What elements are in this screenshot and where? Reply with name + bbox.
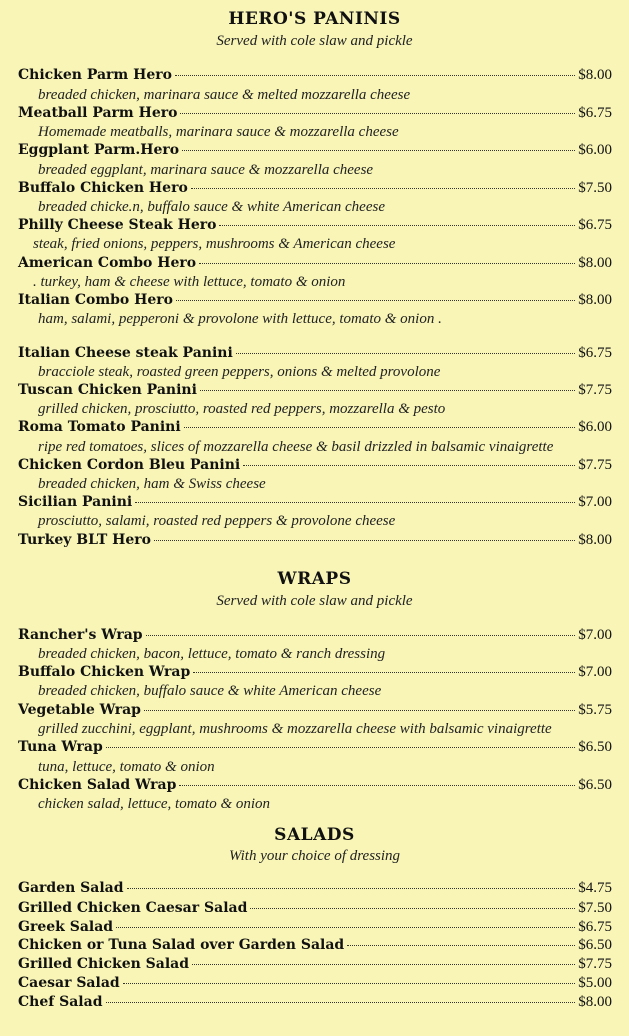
item-price: $6.50 (578, 937, 612, 953)
dot-leader (180, 113, 575, 114)
menu-item-italian-cheese-steak-panini (18, 345, 612, 364)
item-description: breaded chicke.n, buffalo sauce & white American cheese (38, 199, 385, 215)
item-name: Roma Tomato Panini (18, 419, 181, 435)
item-price: $6.75 (578, 345, 612, 361)
menu-item-roma-tomato-panini (18, 419, 612, 438)
item-description: prosciutto, salami, roasted red peppers & provolone cheese (38, 513, 396, 529)
menu-item-italian-combo-hero (18, 292, 612, 311)
dot-leader (200, 390, 575, 391)
item-price: $7.00 (578, 494, 612, 510)
item-price: $6.75 (578, 919, 612, 935)
dot-leader (123, 983, 576, 984)
item-name: Garden Salad (18, 880, 124, 896)
menu-item-garden-salad (18, 880, 612, 899)
dot-leader (106, 747, 575, 748)
dot-leader (175, 75, 575, 76)
item-description: bracciole steak, roasted green peppers, onions & melted provolone (38, 364, 441, 380)
item-description: ripe red tomatoes, slices of mozzarella cheese & basil drizzled in balsamic vinaigrette (38, 439, 554, 455)
item-price: $7.00 (578, 627, 612, 643)
item-name: Italian Combo Hero (18, 292, 173, 308)
item-description: . turkey, ham & cheese with lettuce, tomato & onion (33, 274, 346, 290)
item-name: Tuscan Chicken Panini (18, 382, 197, 398)
dot-leader (116, 927, 575, 928)
dot-leader (182, 150, 575, 151)
item-description: tuna, lettuce, tomato & onion (38, 759, 215, 775)
dot-leader (127, 888, 576, 889)
item-price: $8.00 (578, 255, 612, 271)
dot-leader (154, 540, 575, 541)
item-description: chicken salad, lettuce, tomato & onion (38, 796, 271, 812)
heros-section-title: HERO'S PANINIS (228, 9, 401, 29)
item-description: Homemade meatballs, marinara sauce & mozzarella cheese (38, 124, 399, 140)
item-price: $7.50 (578, 180, 612, 196)
dot-leader (192, 964, 575, 965)
menu-item-chicken-parm-hero (18, 67, 612, 86)
dot-leader (243, 465, 575, 466)
dot-leader (236, 353, 575, 354)
item-name: Vegetable Wrap (18, 702, 141, 718)
heros-section-subtitle: Served with cole slaw and pickle (216, 33, 413, 49)
menu-item-buffalo-chicken-wrap (18, 664, 612, 683)
menu-item-american-combo-hero (18, 255, 612, 274)
menu-item-meatball-parm-hero (18, 105, 612, 124)
item-price: $6.50 (578, 777, 612, 793)
item-description: steak, fried onions, peppers, mushrooms & American cheese (33, 236, 396, 252)
item-price: $8.00 (578, 994, 612, 1010)
salads-section-title: SALADS (274, 825, 355, 845)
item-name: Chicken Parm Hero (18, 67, 172, 83)
dot-leader (135, 502, 575, 503)
dot-leader (347, 945, 575, 946)
wraps-section-title: WRAPS (277, 569, 352, 589)
item-name: Philly Cheese Steak Hero (18, 217, 217, 233)
dot-leader (184, 427, 576, 428)
item-name: Italian Cheese steak Panini (18, 345, 233, 361)
item-name: Chicken or Tuna Salad over Garden Salad (18, 937, 345, 953)
menu-item-caesar-salad (18, 975, 612, 994)
menu-item-philly-cheese-steak-hero (18, 217, 612, 236)
item-name: Grilled Chicken Caesar Salad (18, 900, 248, 916)
menu-item-chicken-cordon-bleu-panini (18, 457, 612, 476)
item-name: Caesar Salad (18, 975, 120, 991)
dot-leader (106, 1002, 576, 1003)
item-price: $8.00 (578, 67, 612, 83)
item-description: breaded eggplant, marinara sauce & mozzarella cheese (38, 162, 374, 178)
item-price: $6.00 (578, 419, 612, 435)
menu-item-chicken-or-tuna-salad-over-garden-salad (18, 937, 612, 956)
item-name: Turkey BLT Hero (18, 532, 151, 548)
item-description: breaded chicken, bacon, lettuce, tomato & ranch dressing (38, 646, 386, 662)
menu-item-chef-salad (18, 994, 612, 1013)
menu-item-buffalo-chicken-hero (18, 180, 612, 199)
dot-leader (146, 635, 576, 636)
item-description: breaded chicken, buffalo sauce & white American cheese (38, 683, 382, 699)
item-price: $8.00 (578, 532, 612, 548)
item-name: Grilled Chicken Salad (18, 956, 190, 972)
item-price: $6.00 (578, 142, 612, 158)
menu-item-grilled-chicken-salad (18, 956, 612, 975)
dot-leader (199, 263, 575, 264)
item-description: grilled zucchini, eggplant, mushrooms & mozzarella cheese with balsamic vinaigrette (38, 721, 552, 737)
item-description: ham, salami, pepperoni & provolone with lettuce, tomato & onion . (38, 311, 442, 327)
menu-item-grilled-chicken-caesar-salad (18, 900, 612, 919)
menu-item-turkey-blt-hero (18, 532, 612, 551)
item-name: Buffalo Chicken Hero (18, 180, 188, 196)
dot-leader (193, 672, 575, 673)
item-price: $7.75 (578, 382, 612, 398)
item-name: Buffalo Chicken Wrap (18, 664, 191, 680)
item-price: $6.75 (578, 217, 612, 233)
menu-item-eggplant-parm-hero (18, 142, 612, 161)
item-name: Greek Salad (18, 919, 114, 935)
item-price: $7.00 (578, 664, 612, 680)
dot-leader (176, 300, 575, 301)
dot-leader (250, 908, 575, 909)
menu-item-tuna-wrap (18, 739, 612, 758)
menu-item-tuscan-chicken-panini (18, 382, 612, 401)
item-description: grilled chicken, prosciutto, roasted red peppers, mozzarella & pesto (38, 401, 446, 417)
item-name: Tuna Wrap (18, 739, 103, 755)
item-price: $5.00 (578, 975, 612, 991)
menu-item-greek-salad (18, 919, 612, 938)
item-price: $8.00 (578, 292, 612, 308)
item-price: $5.75 (578, 702, 612, 718)
item-name: Rancher's Wrap (18, 627, 143, 643)
item-name: Eggplant Parm.Hero (18, 142, 180, 158)
item-name: American Combo Hero (18, 255, 197, 271)
salads-section-subtitle: With your choice of dressing (228, 848, 401, 864)
item-price: $7.50 (578, 900, 612, 916)
dot-leader (179, 785, 575, 786)
dot-leader (219, 225, 575, 226)
menu-item-vegetable-wrap (18, 702, 612, 721)
menu-item-chicken-salad-wrap (18, 777, 612, 796)
item-name: Meatball Parm Hero (18, 105, 178, 121)
item-name: Chef Salad (18, 994, 103, 1010)
item-name: Chicken Cordon Bleu Panini (18, 457, 241, 473)
item-name: Sicilian Panini (18, 494, 133, 510)
item-price: $4.75 (578, 880, 612, 896)
item-description: breaded chicken, ham & Swiss cheese (38, 476, 266, 492)
dot-leader (191, 188, 575, 189)
item-price: $7.75 (578, 956, 612, 972)
item-price: $6.75 (578, 105, 612, 121)
item-price: $7.75 (578, 457, 612, 473)
item-description: breaded chicken, marinara sauce & melted mozzarella cheese (38, 87, 411, 103)
menu-item-sicilian-panini (18, 494, 612, 513)
wraps-section-subtitle: Served with cole slaw and pickle (216, 593, 413, 609)
item-name: Chicken Salad Wrap (18, 777, 177, 793)
menu-item-ranchers-wrap (18, 627, 612, 646)
dot-leader (144, 710, 575, 711)
item-price: $6.50 (578, 739, 612, 755)
